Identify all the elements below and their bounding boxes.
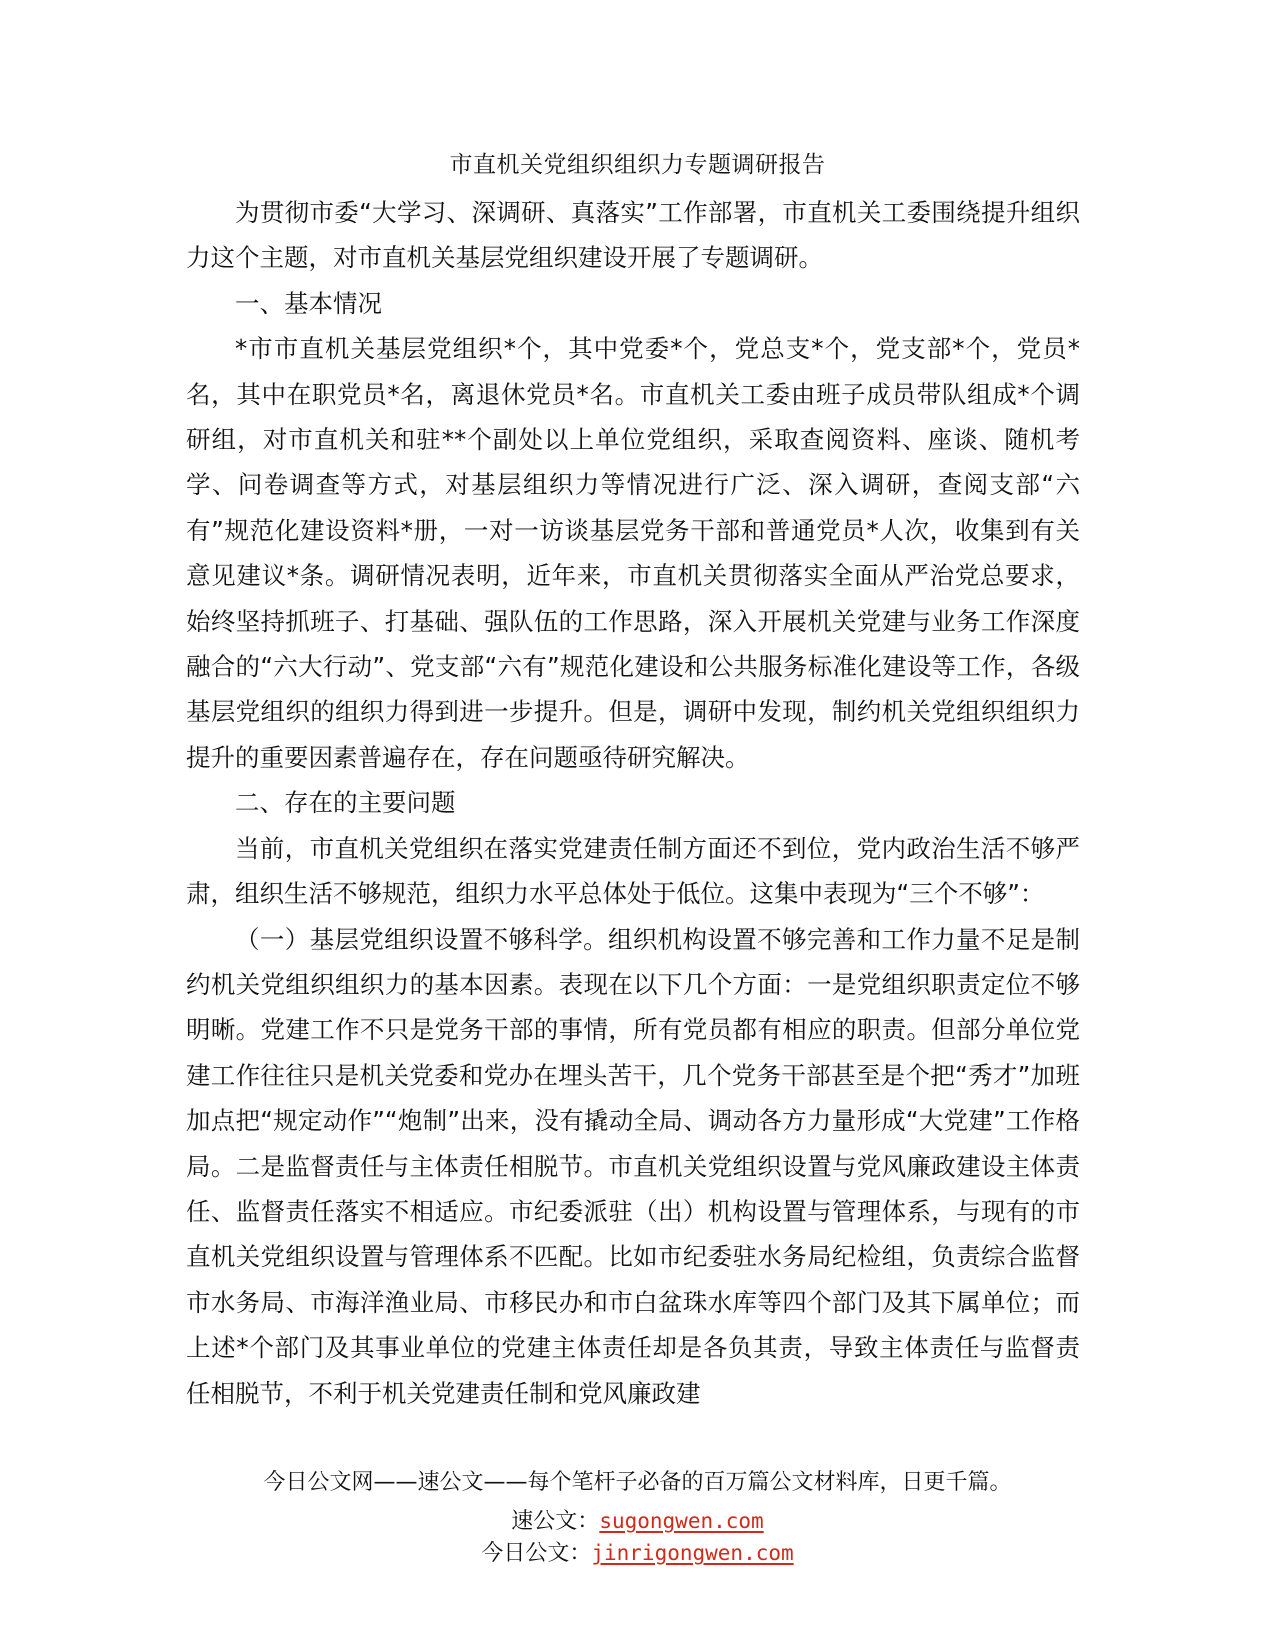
paragraph-main-problems: 当前，市直机关党组织在落实党建责任制方面还不到位，党内政治生活不够严肃，组织生活不够规范，组织力水平总体处于低位。这集中表现为“三个不够”： [186,833,1080,909]
section-heading-basic-situation: 一、基本情况 [235,288,382,318]
document-title: 市直机关党组织组织力专题调研报告 [449,152,826,178]
footer-site1-link[interactable]: sugongwen.com [599,1509,764,1533]
paragraph-subsection-one: （一）基层党组织设置不够科学。组织机构设置不够完善和工作力量不足是制约机关党组织组织力的基本因素。表现在以下几个方面：一是党组织职责定位不够明晰。党建工作不只是党务干部的事情，所有党员都有相应的职责。但部分单位党建工作往往只是机关党委和党办在埋头苦干，几个党务干部甚至是个把“秀才”加班加点把“规定动作”“炮制”出来，没有撬动全局、调动各方力量形成“大党建”工作格局。二是监督责任与主体责任相脱节。市直机关党组织设置与党风廉政建设主体责任、监督责任落实不相适应。市纪委派驻（出）机构设置与管理体系，与现有的市直机关党组织设置与管理体系不匹配。比如市纪委驻水务局纪检组，负责综合监督市水务局、市海洋渔业局、市移民办和市白盆珠水库等四个部门及其下属单位；而上述*个部门及其事业单位的党建主体责任却是各负其责，导致主体责任与监督责任相脱节，不利于机关党建责任制和党风廉政建 [186,924,1080,1408]
footer-site2-link[interactable]: jinrigongwen.com [591,1541,794,1565]
paragraph-basic-situation: *市市直机关基层党组织*个，其中党委*个，党总支*个，党支部*个，党员*名，其中在职党员*名，离退休党员*名。市直机关工委由班子成员带队组成*个调研组，对市直机关和驻**个副处以上单位党组织，采取查阅资料、座谈、随机考学、问卷调查等方式，对基层组织力等情况进行广泛、深入调研，查阅支部“六有”规范化建设资料*册，一对一访谈基层党务干部和普通党员*人次，收集到有关意见建议*条。调研情况表明，近年来，市直机关贯彻落实全面从严治党总要求，始终坚持抓班子、打基础、强队伍的工作思路，深入开展机关党建与业务工作深度融合的“六大行动”、党支部“六有”规范化建设和公共服务标准化建设等工作，各级基层党组织的组织力得到进一步提升。但是，调研中发现，制约机关党组织组织力提升的重要因素普遍存在，存在问题亟待研究解决。 [186,334,1080,772]
section-heading-main-problems: 二、存在的主要问题 [235,788,456,818]
footer-site1-label: 速公文： [511,1509,600,1534]
footer-site2 [0,1537,1275,1570]
footer-site2-label: 今日公文： [481,1541,592,1566]
document-body [186,190,1080,1416]
footer-slogan: 今日公文网——速公文——每个笔杆子必备的百万篇公文材料库，日更千篇。 [263,1470,1012,1495]
footer-site1 [0,1505,1275,1538]
paragraph-intro: 为贯彻市委“大学习、深调研、真落实”工作部署，市直机关工委围绕提升组织力这个主题，对市直机关基层党组织建设开展了专题调研。 [186,198,1080,273]
